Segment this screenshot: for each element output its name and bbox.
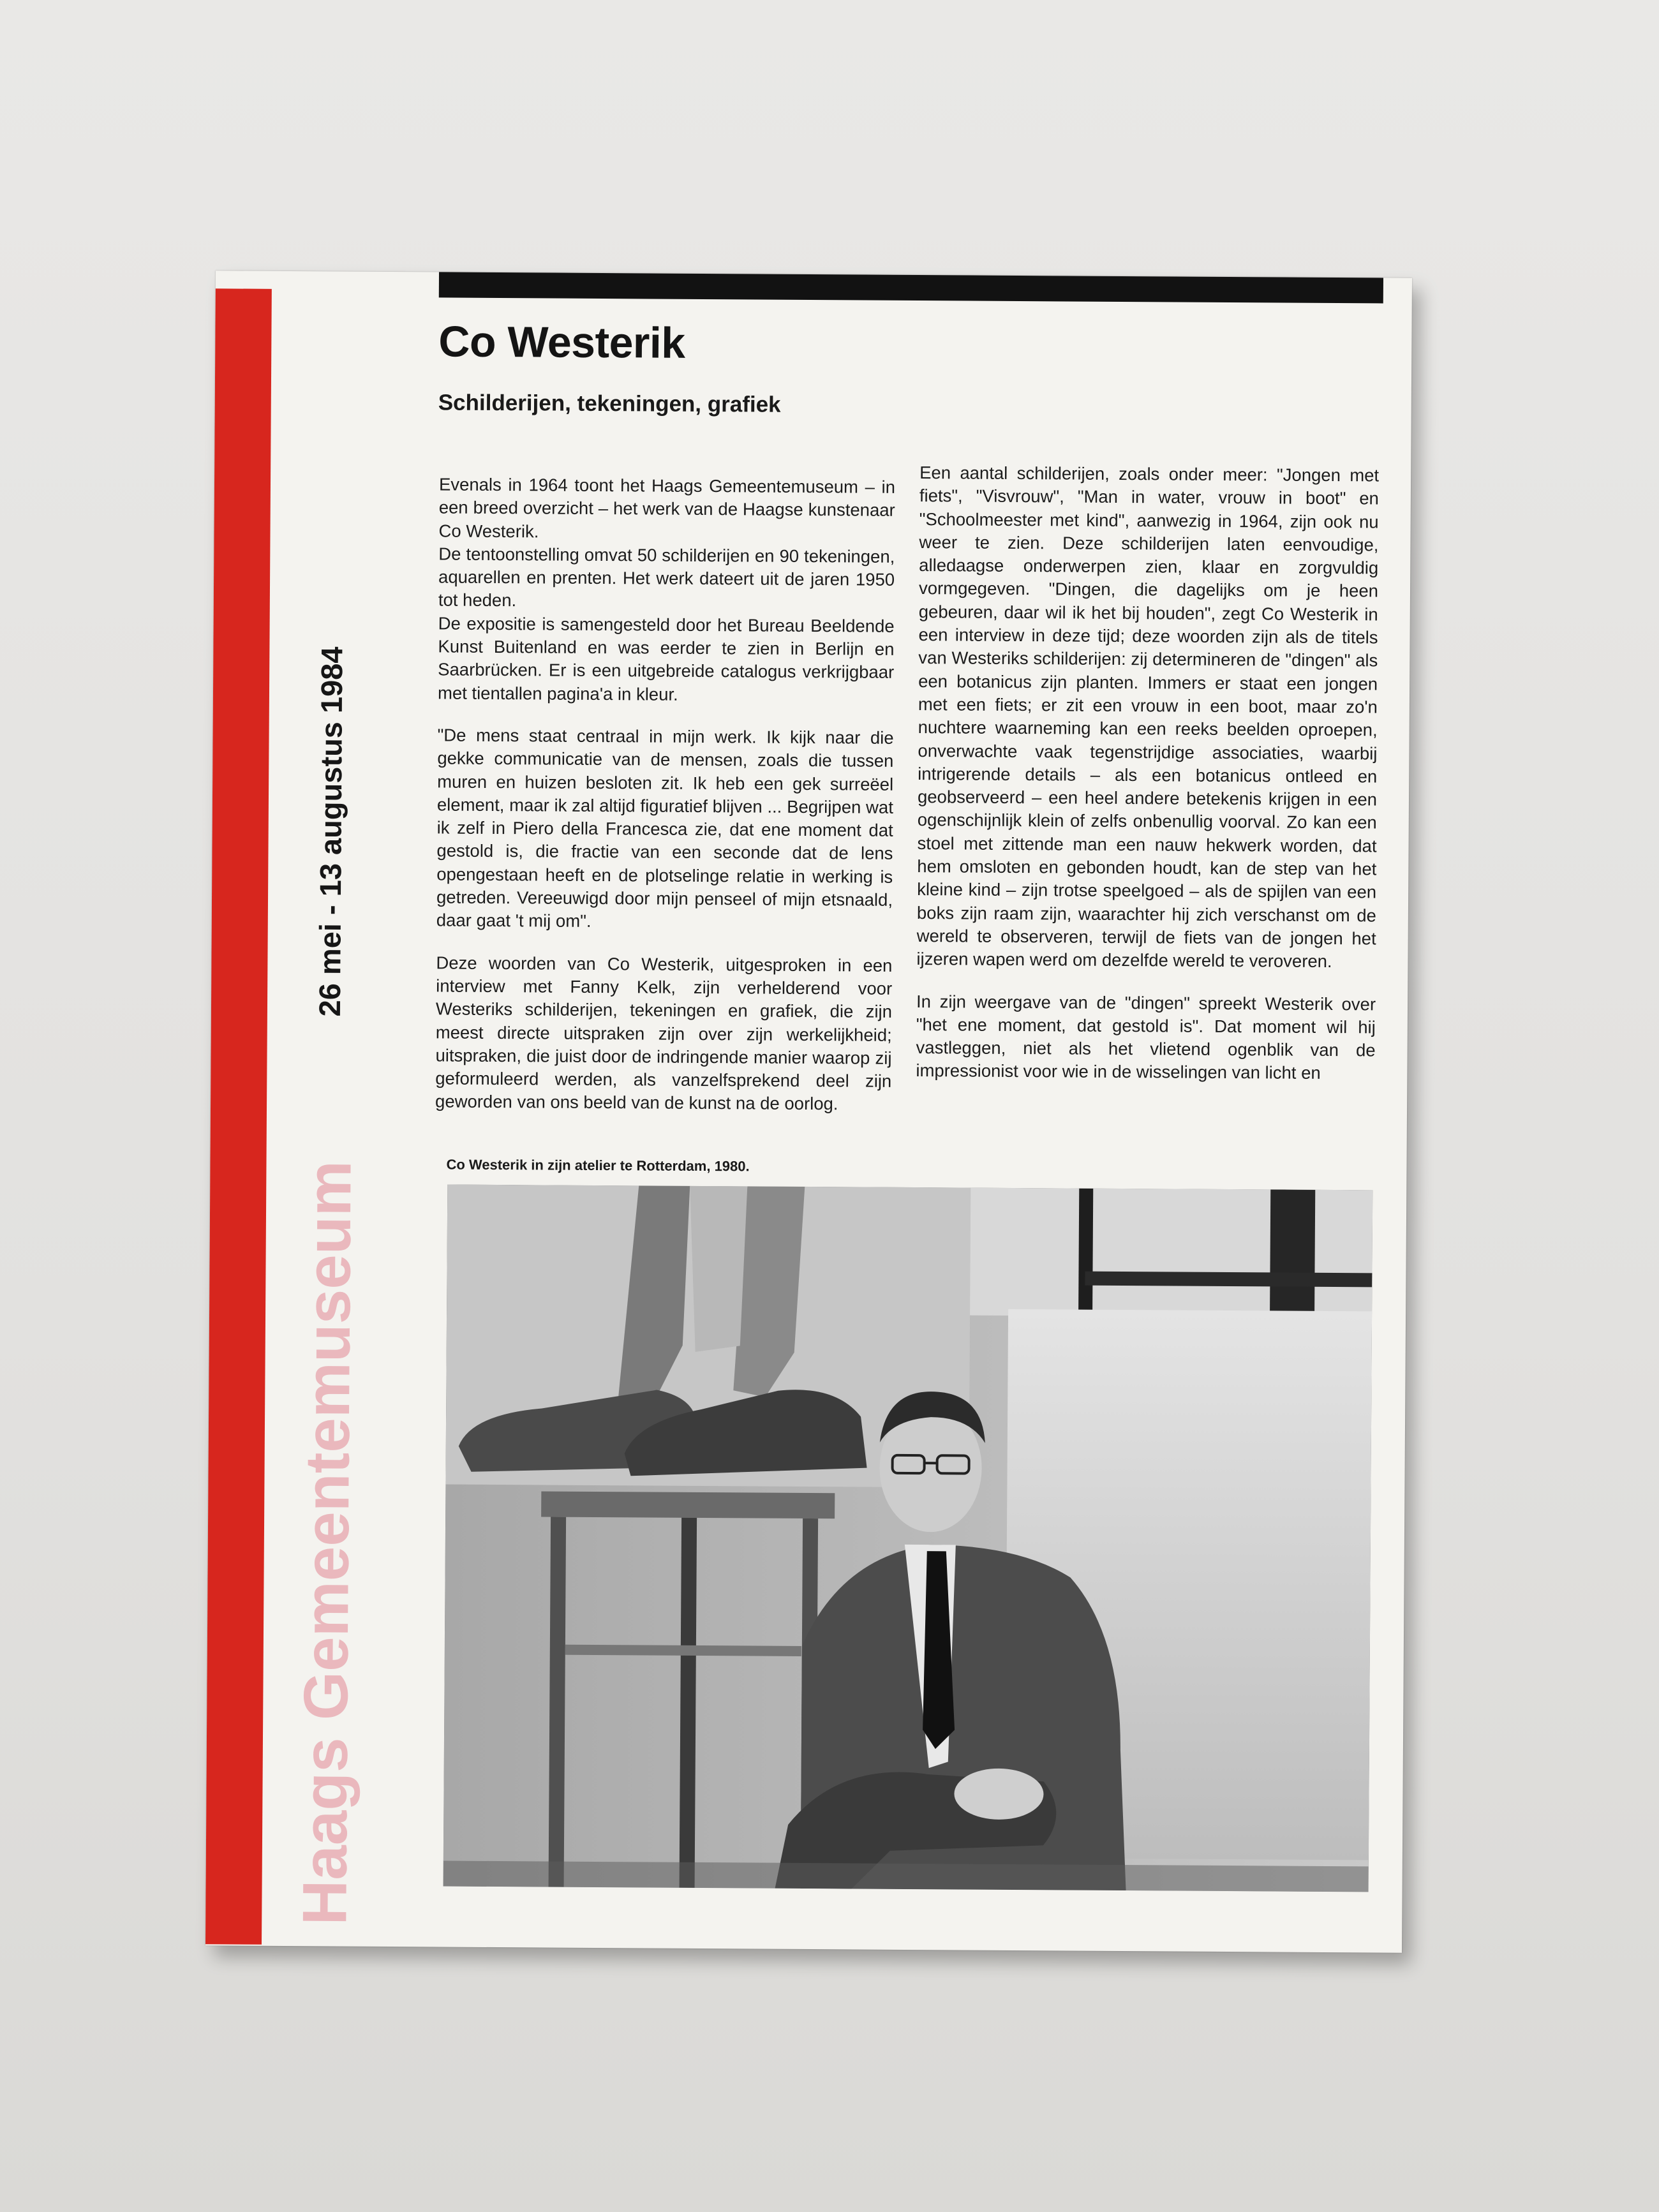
page-title: Co Westerik xyxy=(438,317,685,367)
paragraph: "De mens staat centraal in mijn werk. Ik kijk naar die gekke communicatie van de mensen, zoals die tussen muren en huizen besloten zit. Ik heb een gek surreëel element, maar ik zal altijd figuratief blijven ... Begrijpen wat ik zelf in Piero della Francesca zie, dat ene moment dat gestold is, die fractie van een seconde dat de lens opengestaan heeft en de plotselinge relatie in werking is getreden. Vereeuwigd door mijn penseel of mijn etsnaald, daar gaat 't mij om". xyxy=(436,725,894,932)
brochure-page xyxy=(205,271,1412,1952)
text-column-left xyxy=(435,473,895,1135)
artist-photo-illustration xyxy=(443,1185,1373,1892)
paragraph: Evenals in 1964 toont het Haags Gemeentemuseum – in een breed overzicht – het werk van de Haagse kunstenaar Co Westerik. De tentoonstelling omvat 50 schilderijen en 90 tekeningen, aquarellen en prenten. Het werk dateert uit de jaren 1950 tot heden. De expositie is samengesteld door het Bureau Beeldende Kunst Buitenland en was eerder te zien in Berlijn en Saarbrücken. Er is een uitgebreide catalogus verkrijgbaar met tientallen pagina'a in kleur. xyxy=(437,474,896,704)
paragraph: In zijn weergave van de "dingen" spreekt Westerik over "het ene moment, dat gestold is". Dat moment wil hij vastleggen, niet als het vlietend ogenblik van de impressionist voor wie in de wisselingen van licht en xyxy=(916,991,1376,1083)
top-black-bar xyxy=(439,272,1383,303)
exhibition-dates: 26 mei - 13 augustus 1984 xyxy=(312,646,349,1017)
page-subtitle: Schilderijen, tekeningen, grafiek xyxy=(438,390,781,417)
artist-photo xyxy=(443,1185,1373,1892)
red-spine-band xyxy=(205,288,272,1944)
paragraph: Deze woorden van Co Westerik, uitgesproken in een interview met Fanny Kelk, zijn verhelderend voor Westeriks schilderijen, tekeningen en grafiek, die zijn meest directe uitspraken zijn over zijn werkelijkheid; uitspraken, die juist door de indringende manier waarop zij geformuleerd werden, als vanzelfsprekend deel zijn geworden van ons beeld van de kunst na de oorlog. xyxy=(435,953,893,1114)
photo-caption: Co Westerik in zijn atelier te Rotterdam, 1980. xyxy=(446,1156,750,1175)
text-column-right xyxy=(916,461,1379,1104)
paragraph: Een aantal schilderijen, zoals onder meer: "Jongen met fiets", "Visvrouw", "Man in water, vrouw in boot" en "Schoolmeester met kind", aanwezig in 1964, zijn ook nu weer te zien. Deze schilderijen laten eenvoudige, alledaagse onderwerpen zien, klaar en zorgvuldig vormgegeven. "Dingen, die dagelijks om je heen gebeuren, daar wil ik het bij houden", zegt Co Westerik in een interview in deze tijd; deze woorden zijn als de titels van Westeriks schilderijen: zij determineren de "dingen" als een botanicus zijn planten. Immers er staat een jongen met een fiets; er zit een vrouw in een boot, maar zo'n nuchtere waarneming kan een reeks beelden oproepen, onverwachte vaak tegenstrijdige associaties, waarbij intrigerende details – als een botanicus ontleed en geobserveerd – een heel andere betekenis krijgen in een ogenschijnlijk klein of zelfs onbenullig voorval. Zo kan een stoel met zittende man een nauw hekwerk worden, dat hem omsloten en gebonden houdt, kan de step van het kleine kind – zijn trotse speelgoed – als de spijlen van een boks zijn raam zijn, waarachter hij zich verschanst om de wereld te observeren, terwijl de fiets van de jongen het ijzeren wapen werd om dezelfde wereld te veroveren. xyxy=(916,463,1380,972)
museum-name: Haags Gemeentemuseum xyxy=(289,1160,364,1926)
